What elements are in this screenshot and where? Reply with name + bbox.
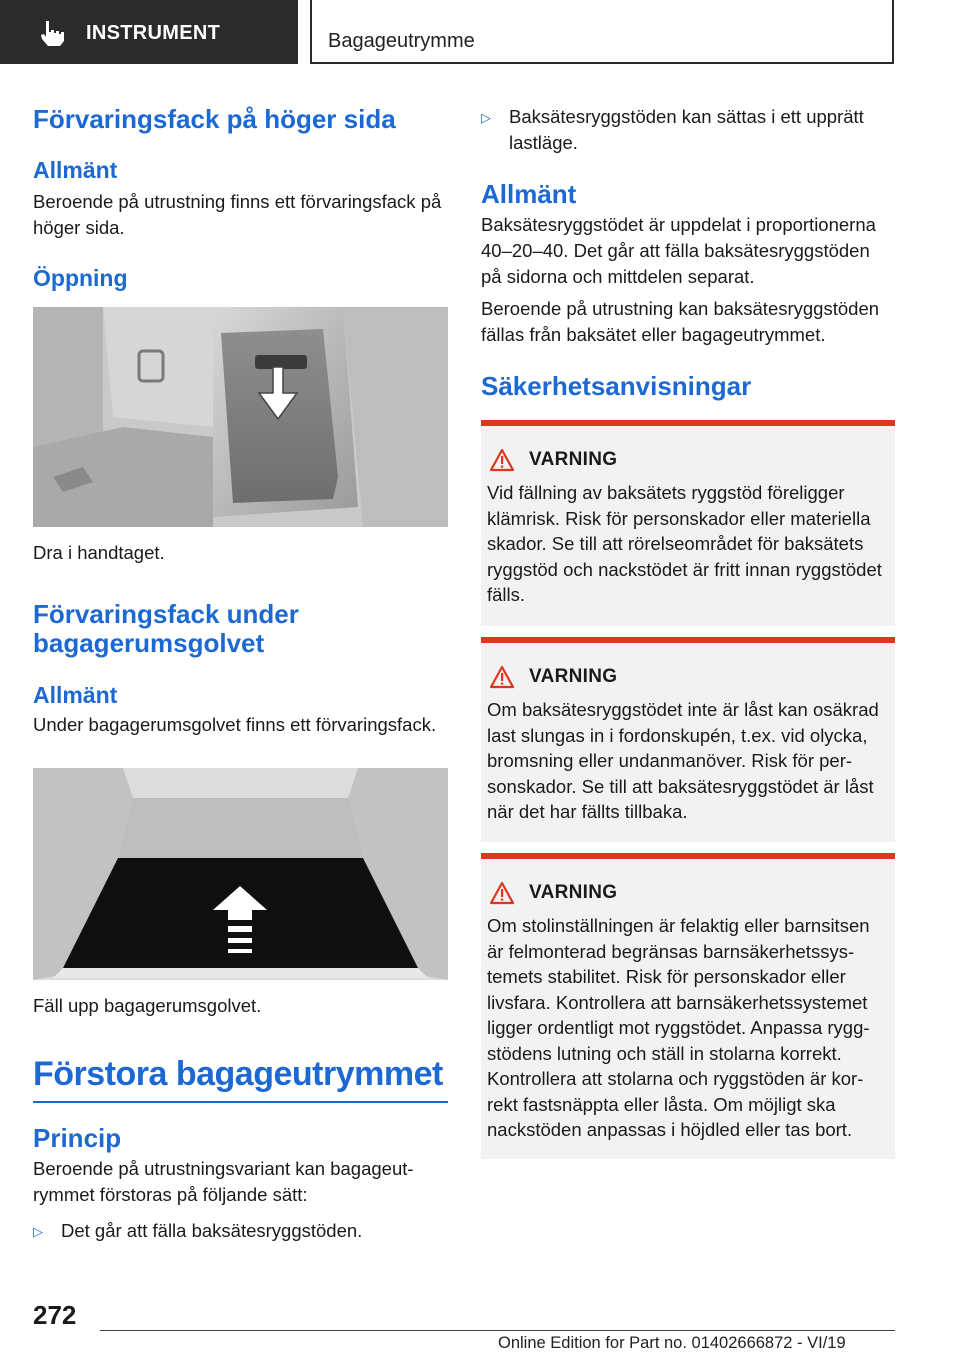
bullet-upright-position <box>481 104 895 156</box>
bullet-fold-seats <box>33 1218 448 1245</box>
caption-fold-floor: Fäll upp bagagerumsgolvet. <box>33 995 262 1016</box>
paragraph-general-2: Under bagagerumsgolvet finns ett förvaringsfack. <box>33 714 437 735</box>
warning-title: VARNING <box>529 449 618 470</box>
footer-edition: Online Edition for Part no. 01402666872 - VI/19 <box>498 1334 846 1352</box>
heading-opening: Öppning <box>33 265 128 291</box>
paragraph-general-b: Beroende på utrustning kan baksätesryggstöden fällas från baksätet eller bagageutrymmet. <box>481 298 880 345</box>
bullet-text: Baksätesryggstöden kan sättas i ett upprätt lastläge. <box>509 106 864 153</box>
paragraph-general-1: Beroende på utrustning finns ett förvaringsfack på höger sida. <box>33 191 442 238</box>
warning-triangle-icon <box>489 665 515 689</box>
chapter-tab-label: INSTRUMENT <box>86 22 221 44</box>
heading-enlarge-cargo: Förstora bagageutrymmet <box>33 1055 443 1093</box>
right-column <box>481 100 895 1159</box>
triangle-bullet-icon: ▷ <box>33 1224 43 1239</box>
triangle-bullet-icon: ▷ <box>481 110 491 125</box>
heading-general-1: Allmänt <box>33 157 118 183</box>
section-header <box>310 0 894 64</box>
page-number: 272 <box>33 1300 77 1330</box>
warning-box-3 <box>481 853 895 1159</box>
hand-pointer-icon <box>38 19 68 47</box>
warning-text: Om stolinställningen är felaktig eller barnsitsen är felmonterad begränsas barnsäkerhetssystemets stabilitet. Risk för personskador eller livsfara. Kontrollera att barnsäkerhetssystemet ligger ordentligt mot ryggstödet. Anpassa ryggstödens lutning och ställ in stolarna korrekt. Kontrollera att stolarna och ryggstöden är korrekt fastsnäppta eller låsta. Om möjligt ska nackstöden anpassas i höjdled eller tas bort. <box>487 915 870 1140</box>
warning-triangle-icon <box>489 881 515 905</box>
caption-pull-handle: Dra i handtaget. <box>33 542 165 563</box>
warning-header <box>489 665 887 689</box>
section-enlarge <box>33 1053 448 1103</box>
warning-box-2 <box>481 637 895 842</box>
heading-principle: Princip <box>33 1123 122 1153</box>
warning-triangle-icon <box>489 448 515 472</box>
warning-box-1 <box>481 420 895 626</box>
bullet-text: Det går att fälla baksätesryggstöden. <box>61 1220 363 1241</box>
warning-text: Vid fällning av baksätets ryggstöd föreligger klämrisk. Risk för personskador eller materiella skador. Se till att rörelseområdet för baksätets ryggstöd och nackstödet är fritt innan ryggstödet fälls. <box>487 482 882 605</box>
heading-general-2: Allmänt <box>33 682 118 708</box>
footer-divider <box>100 1330 895 1331</box>
left-column <box>33 100 448 1245</box>
warning-title: VARNING <box>529 666 618 687</box>
paragraph-general-a: Baksätesryggstödet är uppdelat i proportionerna 40–20–40. Det går att fälla baksätesryggstöden på sidorna och mittdelen separat. <box>481 214 876 287</box>
warning-title: VARNING <box>529 882 618 903</box>
warning-header <box>489 448 887 472</box>
section-header-label: Bagageutrymme <box>328 30 475 52</box>
paragraph-principle: Beroende på utrustningsvariant kan bagageutrymmet förstoras på följande sätt: <box>33 1158 414 1205</box>
chapter-tab[interactable] <box>0 0 298 64</box>
photo-cargo-floor <box>33 768 448 980</box>
heading-storage-floor: Förvaringsfack under bagagerumsgolvet <box>33 599 299 658</box>
heading-storage-right: Förvaringsfack på höger sida <box>33 104 396 134</box>
photo-storage-right <box>33 307 448 527</box>
heading-general-right: Allmänt <box>481 179 577 209</box>
warning-text: Om baksätesryggstödet inte är låst kan osäkrad last slungas in i fordonskupén, t.ex. vid olycka, bromsning eller undanmanöver. Risk för personskador. Se till att baksätesryggstödet är låst när det har fällts tillbaka. <box>487 699 879 822</box>
warning-header <box>489 881 887 905</box>
heading-safety: Säkerhetsanvisningar <box>481 371 752 401</box>
